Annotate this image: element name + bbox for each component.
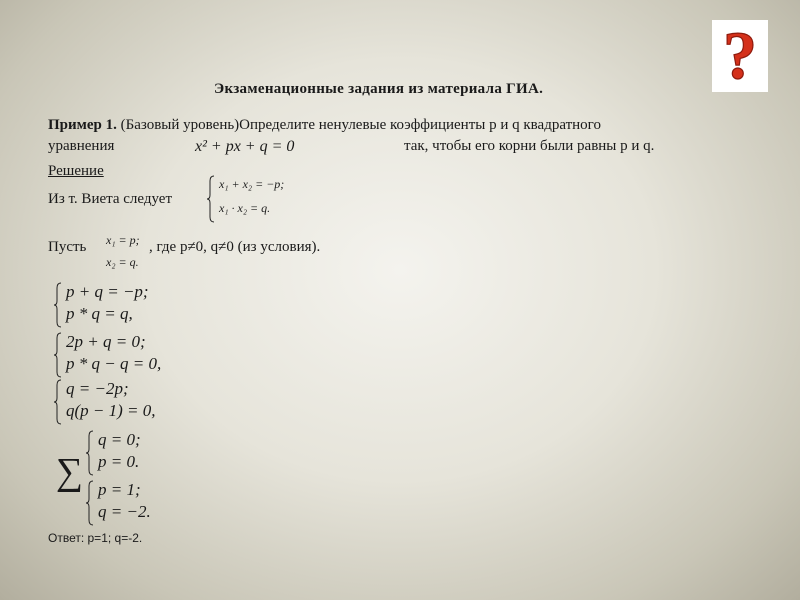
final-system-1-eq-2: p = 0. (98, 452, 140, 471)
example-text-2-left: уравнения (48, 138, 115, 154)
example-text-1: (Базовый уровень)Определите ненулевые коэффициенты p и q квадратного (116, 117, 601, 133)
system-3 (54, 379, 234, 425)
brace-icon (54, 332, 62, 378)
let-eq-1: x₁ = p; (106, 233, 140, 247)
system-1-eq-2: p * q = q, (66, 304, 133, 323)
vieta-lead: Из т. Виета следует (48, 191, 173, 207)
brace-icon (54, 282, 62, 328)
vieta-eq-2: x₁ · x₂ = q. (219, 201, 271, 215)
question-mark-icon (712, 20, 768, 92)
system-2-eq-2: p * q − q = 0, (66, 354, 162, 373)
let-eq-2: x₂ = q. (106, 255, 139, 269)
final-system-2 (86, 480, 206, 526)
system-2-eq-1: 2p + q = 0; (66, 332, 146, 351)
example-text-2-right: так, чтобы его корни были равны p и q. (404, 138, 655, 154)
svg-text:?: ? (723, 20, 757, 92)
brace-icon (207, 175, 215, 223)
example-line-1 (48, 117, 601, 134)
system-1 (54, 282, 214, 328)
system-1-eq-1: p + q = −p; (66, 282, 149, 301)
system-2 (54, 332, 234, 378)
page-title: Экзаменационные задания из материала ГИА. (214, 81, 544, 97)
final-system-2-eq-1: p = 1; (98, 480, 141, 499)
let-tail: , где p≠0, q≠0 (из условия). (149, 239, 321, 255)
answer-text: Ответ: p=1; q=-2. (48, 531, 143, 545)
let-lead: Пусть (48, 239, 87, 255)
system-3-eq-2: q(p − 1) = 0, (66, 401, 156, 420)
final-system-2-eq-2: q = −2. (98, 502, 151, 521)
solution-label: Решение (48, 163, 104, 179)
vieta-eq-1: x₁ + x₂ = −p; (219, 177, 285, 191)
brace-icon (86, 430, 94, 476)
sum-symbol: ∑ (56, 451, 84, 493)
example-label: Пример 1. (48, 117, 117, 133)
system-3-eq-1: q = −2p; (66, 379, 129, 398)
quadratic-equation: x² + px + q = 0 (195, 138, 295, 155)
vieta-system (207, 175, 327, 223)
brace-icon (54, 379, 62, 425)
final-system-1 (86, 430, 206, 476)
brace-icon (86, 480, 94, 526)
final-system-1-eq-1: q = 0; (98, 430, 141, 449)
